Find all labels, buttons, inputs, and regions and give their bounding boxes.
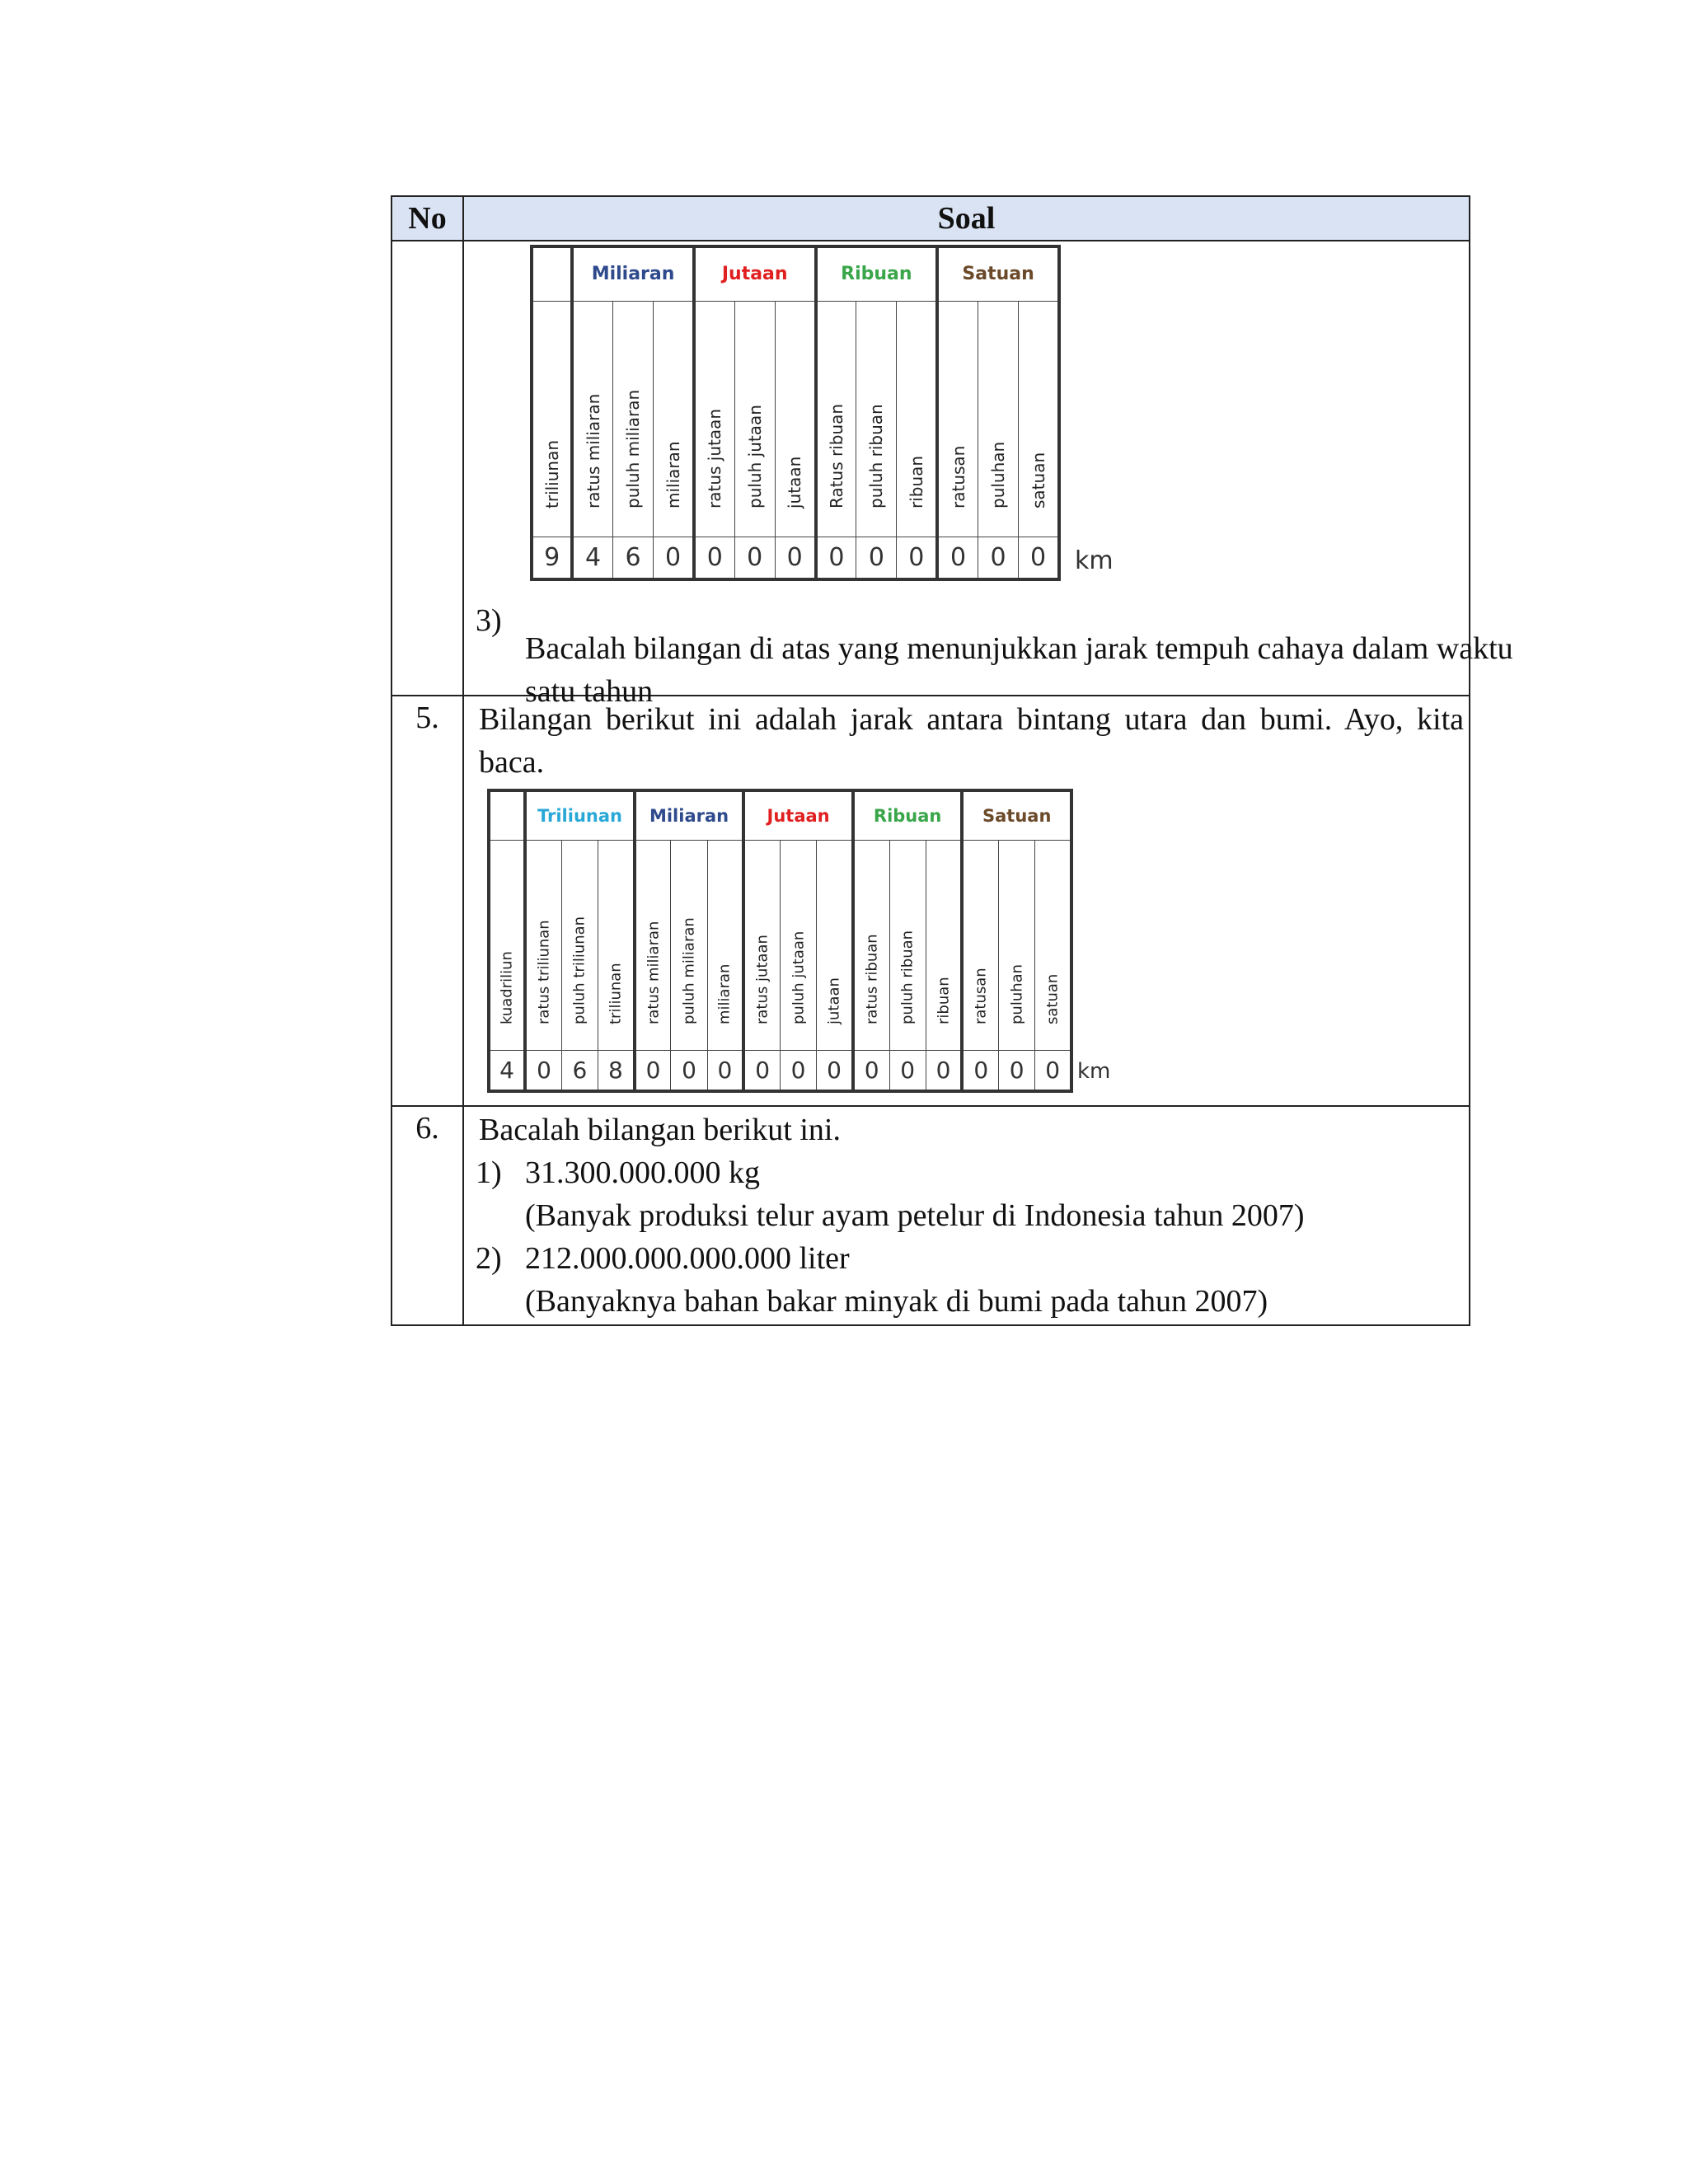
digit-cell: 0 <box>853 1050 889 1091</box>
digit-cell: 0 <box>937 537 978 579</box>
digit-row <box>532 537 1059 579</box>
digit-cell: 8 <box>598 1050 635 1091</box>
place-label: ratusan <box>972 967 990 1024</box>
place-label-cell <box>999 840 1035 1050</box>
digit-cell: 0 <box>1019 537 1059 579</box>
place-label-cell <box>743 840 780 1050</box>
digit-cell: 9 <box>532 537 572 579</box>
digit-cell: 0 <box>635 1050 671 1091</box>
place-label: miliaran <box>663 440 683 509</box>
place-label: puluh miliaran <box>623 389 644 509</box>
question-cell-6 <box>463 1106 1470 1325</box>
place-label: ratus miliaran <box>645 921 663 1024</box>
place-label: ratus jutaan <box>753 934 771 1024</box>
place-label-cell <box>694 301 734 537</box>
place-label: kuadriliun <box>498 950 516 1024</box>
place-label-cell <box>781 840 817 1050</box>
digit-cell: 4 <box>489 1050 525 1091</box>
place-value-grid-1-wrap <box>530 245 1061 581</box>
digit-cell: 0 <box>775 537 815 579</box>
place-label-cell <box>561 840 598 1050</box>
group-label <box>489 790 525 840</box>
place-value-grid-1 <box>530 245 1061 581</box>
group-label: Jutaan <box>694 246 816 301</box>
place-label: triliunan <box>607 962 625 1024</box>
question-text-5: Bilangan berikut ini adalah jarak antara bintang utara dan bumi. Ayo, kita baca. <box>479 702 1464 780</box>
place-label: puluhan <box>988 441 1009 509</box>
place-label: ribuan <box>935 976 953 1024</box>
header-no: No <box>392 196 463 241</box>
place-label-cell <box>856 301 897 537</box>
place-label: puluh triliunan <box>570 916 588 1024</box>
place-label: puluhan <box>1008 963 1026 1024</box>
group-header-row <box>532 246 1059 301</box>
place-label: puluh ribuan <box>898 930 917 1024</box>
digit-cell: 0 <box>694 537 734 579</box>
place-label: puluh ribuan <box>866 403 887 509</box>
place-label-cell <box>707 840 743 1050</box>
place-label-cell <box>926 840 962 1050</box>
table-header-row <box>392 196 1470 241</box>
row-number-5: 5. <box>392 696 463 1106</box>
place-label-cell <box>978 301 1018 537</box>
table-row-continued <box>392 241 1470 696</box>
group-label: Triliunan <box>525 790 635 840</box>
place-label-cell <box>817 840 853 1050</box>
digit-cell: 0 <box>817 1050 853 1091</box>
place-label-cell <box>671 840 707 1050</box>
digit-cell: 6 <box>561 1050 598 1091</box>
place-label-cell <box>962 840 998 1050</box>
question-cell-cont <box>463 241 1513 709</box>
digit-cell: 0 <box>978 537 1018 579</box>
digit-cell: 0 <box>525 1050 561 1091</box>
place-label-row <box>489 840 1071 1050</box>
group-label: Satuan <box>937 246 1059 301</box>
digit-cell: 0 <box>654 537 694 579</box>
group-label: Ribuan <box>853 790 963 840</box>
question-cell-5 <box>463 696 1470 1106</box>
digit-cell: 0 <box>707 1050 743 1091</box>
place-label-cell <box>612 301 653 537</box>
place-label-cell <box>532 301 572 537</box>
group-label: Miliaran <box>572 246 694 301</box>
place-label: ratusan <box>948 445 968 509</box>
group-label: Miliaran <box>635 790 744 840</box>
row-number-6: 6. <box>392 1106 463 1325</box>
place-label-cell <box>654 301 694 537</box>
group-label: Jutaan <box>743 790 853 840</box>
place-label-cell <box>1019 301 1059 537</box>
place-label-cell <box>489 840 525 1050</box>
digit-cell: 0 <box>999 1050 1035 1091</box>
place-label: jutaan <box>825 977 843 1024</box>
place-value-grid-2 <box>487 789 1073 1093</box>
item-1-number: 1) <box>476 1155 502 1190</box>
digit-cell: 0 <box>743 1050 780 1091</box>
digit-cell: 0 <box>856 537 897 579</box>
place-label: ratus miliaran <box>583 393 603 509</box>
digit-cell: 0 <box>1035 1050 1071 1091</box>
place-label: ratus triliunan <box>535 919 553 1024</box>
item-2-note: (Banyaknya bahan bakar minyak di bumi pada tahun 2007) <box>525 1284 1268 1319</box>
no-cell-empty <box>392 241 463 696</box>
unit-label-2: km <box>1077 1059 1111 1084</box>
digit-cell: 0 <box>781 1050 817 1091</box>
place-label: ratus ribuan <box>863 933 881 1024</box>
place-label-cell <box>937 301 978 537</box>
place-value-grid-2-wrap <box>487 789 1073 1093</box>
place-label-row <box>532 301 1059 537</box>
question-intro-6: Bacalah bilangan berikut ini. <box>479 1113 841 1147</box>
place-label: miliaran <box>715 963 734 1024</box>
questions-table <box>391 195 1513 1326</box>
place-label: ribuan <box>906 455 926 509</box>
table-row-6 <box>392 1106 1470 1325</box>
place-label-cell <box>734 301 775 537</box>
place-label: triliunan <box>542 439 562 509</box>
digit-cell: 0 <box>889 1050 926 1091</box>
place-label-cell <box>635 840 671 1050</box>
digit-cell: 0 <box>962 1050 998 1091</box>
digit-cell: 6 <box>612 537 653 579</box>
place-label-cell <box>775 301 815 537</box>
digit-cell: 0 <box>671 1050 707 1091</box>
group-header-row <box>489 790 1071 840</box>
item-2-value: 212.000.000.000.000 liter <box>525 1241 850 1276</box>
place-label: satuan <box>1028 452 1048 509</box>
item-1-note: (Banyak produksi telur ayam petelur di Indonesia tahun 2007) <box>525 1198 1305 1233</box>
place-label-cell <box>572 301 612 537</box>
item-1-value: 31.300.000.000 kg <box>525 1155 760 1190</box>
digit-cell: 4 <box>572 537 612 579</box>
unit-label-1: km <box>1075 546 1114 575</box>
group-label <box>532 246 572 301</box>
item-number-3: 3) <box>476 603 502 638</box>
place-label: puluh jutaan <box>790 930 808 1024</box>
item-2-number: 2) <box>476 1241 502 1276</box>
place-label-cell <box>897 301 937 537</box>
place-label-cell <box>1035 840 1071 1050</box>
digit-row <box>489 1050 1071 1091</box>
place-label: puluh jutaan <box>744 404 765 509</box>
place-label-cell <box>525 840 561 1050</box>
header-soal: Soal <box>463 196 1470 241</box>
group-label: Ribuan <box>816 246 938 301</box>
digit-cell: 0 <box>926 1050 962 1091</box>
place-label-cell <box>889 840 926 1050</box>
digit-cell: 0 <box>816 537 856 579</box>
digit-cell: 0 <box>734 537 775 579</box>
place-label-cell <box>853 840 889 1050</box>
place-label: jutaan <box>785 456 805 509</box>
digit-cell: 0 <box>897 537 937 579</box>
group-label: Satuan <box>962 790 1071 840</box>
place-label-cell <box>598 840 635 1050</box>
table-row-5 <box>392 696 1470 1106</box>
place-label: puluh miliaran <box>680 916 698 1024</box>
place-label: ratus jutaan <box>705 408 725 509</box>
question-text-cont: Bacalah bilangan di atas yang menunjukkan jarak tempuh cahaya dalam waktu satu tahun <box>525 631 1513 709</box>
place-label-cell <box>816 301 856 537</box>
place-label: Ratus ribuan <box>826 403 846 509</box>
place-label: satuan <box>1043 973 1062 1024</box>
